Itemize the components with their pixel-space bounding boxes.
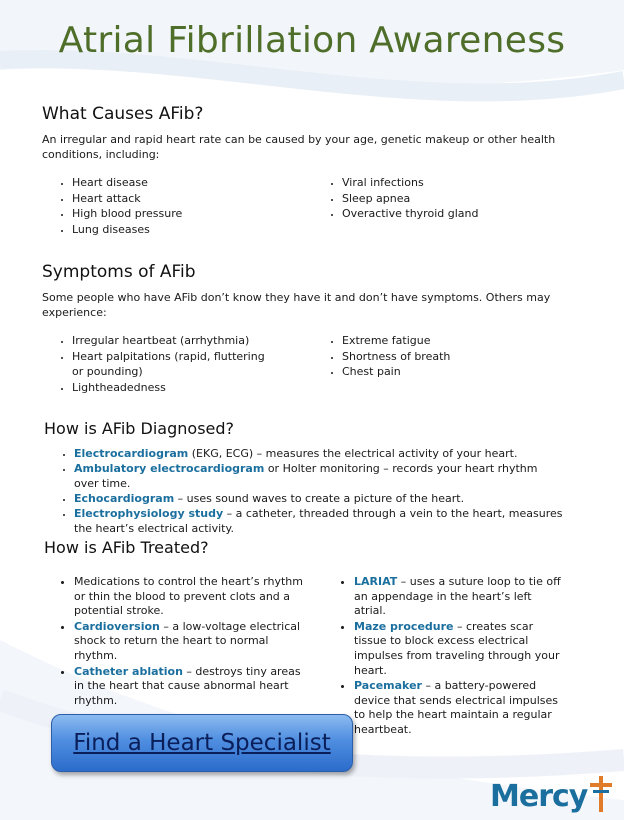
list-item: • High blood pressure — [72, 206, 312, 222]
term-link[interactable]: Electrophysiology study — [74, 507, 224, 520]
list-item: • Overactive thyroid gland — [342, 206, 582, 222]
causes-section — [42, 104, 582, 237]
list-item: • Heart attack — [72, 191, 312, 207]
treated-list-right — [324, 575, 564, 738]
list-item: • Extreme fatigue — [342, 333, 582, 349]
diagnosed-list — [44, 446, 584, 536]
causes-list-right — [312, 175, 582, 222]
symptoms-list-right — [312, 333, 582, 380]
term-link[interactable]: Cardioversion — [74, 619, 160, 633]
list-item — [74, 461, 564, 491]
item-text: – a low-voltage electrical shock to return the heart to normal rhythm. — [74, 619, 301, 662]
list-item: • Chest pain — [342, 364, 582, 380]
treated-section — [44, 538, 584, 739]
term-link[interactable]: LARIAT — [354, 575, 398, 588]
item-text: – creates scar tissue to block excess electrical impulses from traveling through your heart. — [354, 619, 560, 677]
symptoms-section — [42, 262, 582, 395]
cta-label[interactable]: Find a Heart Specialist — [73, 730, 331, 756]
symptoms-intro: Some people who have AFib don’t know they have it and don’t have symptoms. Others may experience: — [42, 291, 551, 319]
list-item: • Heart palpitations (rapid, fluttering or pounding) — [72, 349, 272, 380]
diagnosed-section — [44, 419, 584, 536]
list-item: • Shortness of breath — [342, 349, 582, 365]
treated-list-left — [44, 575, 324, 708]
item-text: – uses sound waves to create a picture of the heart. — [174, 492, 465, 505]
list-item — [74, 506, 564, 536]
list-item — [74, 575, 308, 619]
symptoms-heading: Symptoms of AFib — [42, 262, 196, 282]
mercy-logo — [490, 770, 614, 814]
cross-icon — [588, 774, 614, 814]
symptoms-list-left — [42, 333, 312, 395]
diagnosed-heading: How is AFib Diagnosed? — [44, 419, 235, 438]
list-item — [354, 575, 564, 619]
term-link[interactable]: Pacemaker — [354, 679, 422, 693]
list-item: • Heart disease — [72, 175, 312, 191]
term-link[interactable]: Electrocardiogram — [74, 447, 189, 460]
list-item: • Lung diseases — [72, 222, 312, 238]
term-link[interactable]: Maze procedure — [354, 619, 454, 633]
list-item — [74, 665, 308, 709]
causes-intro: An irregular and rapid heart rate can be caused by your age, genetic makeup or other health conditions, including: — [42, 133, 556, 161]
causes-list-left — [42, 175, 312, 237]
list-item — [74, 491, 564, 506]
item-text: or Holter monitoring – records your heart rhythm over time. — [74, 462, 538, 490]
logo-text: Mercy — [490, 779, 588, 814]
list-item — [354, 620, 564, 678]
item-text: – a battery-powered device that sends electrical impulses to help the heart maintain a regular heartbeat. — [354, 679, 559, 736]
item-text: Medications to control the heart’s rhythm or thin the blood to prevent clots and a potential stroke. — [74, 575, 303, 618]
list-item: • Sleep apnea — [342, 191, 582, 207]
page-title: Atrial Fibrillation Awareness — [58, 20, 566, 61]
item-text: – a catheter, threaded through a vein to the heart, measures the heart’s electrical activity. — [74, 507, 563, 535]
treated-heading: How is AFib Treated? — [44, 538, 209, 557]
term-link[interactable]: Catheter ablation — [74, 664, 183, 678]
term-link[interactable]: Ambulatory electrocardiogram — [74, 462, 265, 475]
term-link[interactable]: Echocardiogram — [74, 492, 175, 505]
item-text: – uses a suture loop to tie off an appendage in the heart’s left atrial. — [354, 575, 561, 618]
list-item — [354, 679, 564, 737]
list-item: • Lightheadedness — [72, 380, 272, 396]
list-item — [74, 446, 564, 461]
item-text: – destroys tiny areas in the heart that cause abnormal heart rhythm. — [74, 664, 301, 707]
find-heart-specialist-button[interactable] — [51, 714, 353, 772]
list-item: • Irregular heartbeat (arrhythmia) — [72, 333, 272, 349]
list-item: • Viral infections — [342, 175, 582, 191]
item-text: (EKG, ECG) – measures the electrical activity of your heart. — [188, 447, 518, 460]
list-item — [74, 620, 308, 664]
causes-heading: What Causes AFib? — [42, 104, 204, 124]
